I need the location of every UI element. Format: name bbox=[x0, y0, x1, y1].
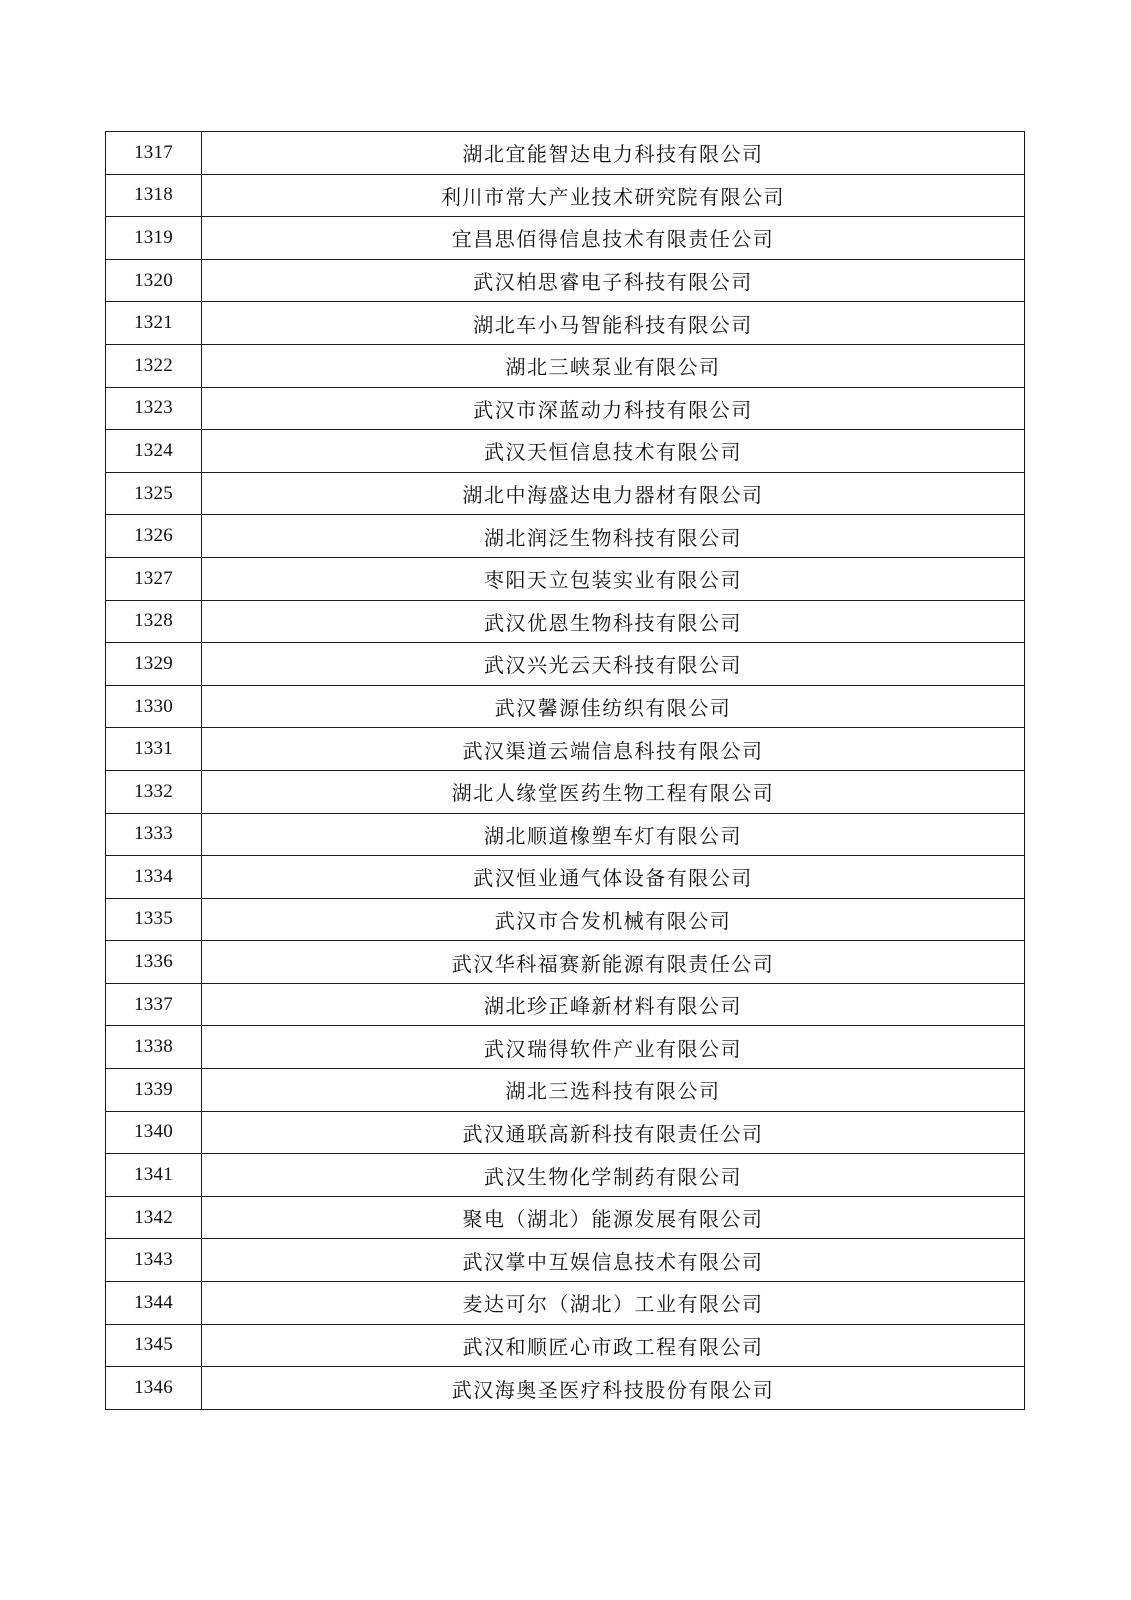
row-number: 1324 bbox=[106, 430, 202, 473]
row-number: 1325 bbox=[106, 472, 202, 515]
row-number: 1333 bbox=[106, 813, 202, 856]
table-row bbox=[106, 1111, 1025, 1154]
company-name: 武汉优恩生物科技有限公司 bbox=[202, 600, 1025, 643]
row-number: 1330 bbox=[106, 685, 202, 728]
company-name: 湖北车小马智能科技有限公司 bbox=[202, 302, 1025, 345]
row-number: 1339 bbox=[106, 1069, 202, 1112]
table-row bbox=[106, 770, 1025, 813]
table-row bbox=[106, 1239, 1025, 1282]
company-name: 武汉渠道云端信息科技有限公司 bbox=[202, 728, 1025, 771]
table-row bbox=[106, 515, 1025, 558]
company-name: 湖北润泛生物科技有限公司 bbox=[202, 515, 1025, 558]
table-row bbox=[106, 813, 1025, 856]
row-number: 1337 bbox=[106, 983, 202, 1026]
table-row bbox=[106, 174, 1025, 217]
row-number: 1322 bbox=[106, 344, 202, 387]
company-name: 湖北中海盛达电力器材有限公司 bbox=[202, 472, 1025, 515]
table-row bbox=[106, 387, 1025, 430]
row-number: 1327 bbox=[106, 557, 202, 600]
row-number: 1328 bbox=[106, 600, 202, 643]
company-name: 湖北人缘堂医药生物工程有限公司 bbox=[202, 770, 1025, 813]
table-row bbox=[106, 941, 1025, 984]
company-name: 武汉市合发机械有限公司 bbox=[202, 898, 1025, 941]
row-number: 1335 bbox=[106, 898, 202, 941]
company-name: 湖北宜能智达电力科技有限公司 bbox=[202, 132, 1025, 175]
table-row bbox=[106, 1026, 1025, 1069]
row-number: 1321 bbox=[106, 302, 202, 345]
company-name: 利川市常大产业技术研究院有限公司 bbox=[202, 174, 1025, 217]
company-name: 武汉掌中互娱信息技术有限公司 bbox=[202, 1239, 1025, 1282]
table-row bbox=[106, 302, 1025, 345]
row-number: 1317 bbox=[106, 132, 202, 175]
row-number: 1331 bbox=[106, 728, 202, 771]
table-row bbox=[106, 898, 1025, 941]
table-row bbox=[106, 856, 1025, 899]
table-row bbox=[106, 557, 1025, 600]
table-row bbox=[106, 217, 1025, 260]
company-name: 湖北三峡泵业有限公司 bbox=[202, 344, 1025, 387]
table-row bbox=[106, 600, 1025, 643]
table-row bbox=[106, 983, 1025, 1026]
row-number: 1323 bbox=[106, 387, 202, 430]
row-number: 1341 bbox=[106, 1154, 202, 1197]
row-number: 1342 bbox=[106, 1196, 202, 1239]
company-name: 聚电（湖北）能源发展有限公司 bbox=[202, 1196, 1025, 1239]
company-name: 武汉柏思睿电子科技有限公司 bbox=[202, 259, 1025, 302]
table-row bbox=[106, 1367, 1025, 1410]
row-number: 1326 bbox=[106, 515, 202, 558]
company-list-table bbox=[105, 131, 1025, 1410]
company-name: 武汉馨源佳纺织有限公司 bbox=[202, 685, 1025, 728]
row-number: 1346 bbox=[106, 1367, 202, 1410]
table-row bbox=[106, 1324, 1025, 1367]
table-row bbox=[106, 685, 1025, 728]
company-name: 武汉天恒信息技术有限公司 bbox=[202, 430, 1025, 473]
table-row bbox=[106, 132, 1025, 175]
company-name: 湖北顺道橡塑车灯有限公司 bbox=[202, 813, 1025, 856]
company-name: 武汉和顺匠心市政工程有限公司 bbox=[202, 1324, 1025, 1367]
table-row bbox=[106, 430, 1025, 473]
row-number: 1343 bbox=[106, 1239, 202, 1282]
row-number: 1336 bbox=[106, 941, 202, 984]
table-row bbox=[106, 643, 1025, 686]
row-number: 1329 bbox=[106, 643, 202, 686]
row-number: 1319 bbox=[106, 217, 202, 260]
company-name: 武汉市深蓝动力科技有限公司 bbox=[202, 387, 1025, 430]
table-row bbox=[106, 259, 1025, 302]
row-number: 1345 bbox=[106, 1324, 202, 1367]
table-row bbox=[106, 1282, 1025, 1325]
table-row bbox=[106, 472, 1025, 515]
table-row bbox=[106, 1069, 1025, 1112]
company-name: 武汉华科福赛新能源有限责任公司 bbox=[202, 941, 1025, 984]
row-number: 1340 bbox=[106, 1111, 202, 1154]
company-name: 枣阳天立包装实业有限公司 bbox=[202, 557, 1025, 600]
row-number: 1332 bbox=[106, 770, 202, 813]
table-row bbox=[106, 1154, 1025, 1197]
row-number: 1318 bbox=[106, 174, 202, 217]
company-name: 武汉瑞得软件产业有限公司 bbox=[202, 1026, 1025, 1069]
company-name: 麦达可尔（湖北）工业有限公司 bbox=[202, 1282, 1025, 1325]
table-row bbox=[106, 1196, 1025, 1239]
table-row bbox=[106, 344, 1025, 387]
company-list-body bbox=[106, 132, 1025, 1410]
company-name: 湖北三选科技有限公司 bbox=[202, 1069, 1025, 1112]
company-name: 武汉海奥圣医疗科技股份有限公司 bbox=[202, 1367, 1025, 1410]
row-number: 1334 bbox=[106, 856, 202, 899]
row-number: 1338 bbox=[106, 1026, 202, 1069]
company-name: 宜昌思佰得信息技术有限责任公司 bbox=[202, 217, 1025, 260]
company-name: 武汉恒业通气体设备有限公司 bbox=[202, 856, 1025, 899]
row-number: 1344 bbox=[106, 1282, 202, 1325]
table-row bbox=[106, 728, 1025, 771]
company-name: 武汉通联高新科技有限责任公司 bbox=[202, 1111, 1025, 1154]
company-name: 湖北珍正峰新材料有限公司 bbox=[202, 983, 1025, 1026]
row-number: 1320 bbox=[106, 259, 202, 302]
company-name: 武汉生物化学制药有限公司 bbox=[202, 1154, 1025, 1197]
company-name: 武汉兴光云天科技有限公司 bbox=[202, 643, 1025, 686]
